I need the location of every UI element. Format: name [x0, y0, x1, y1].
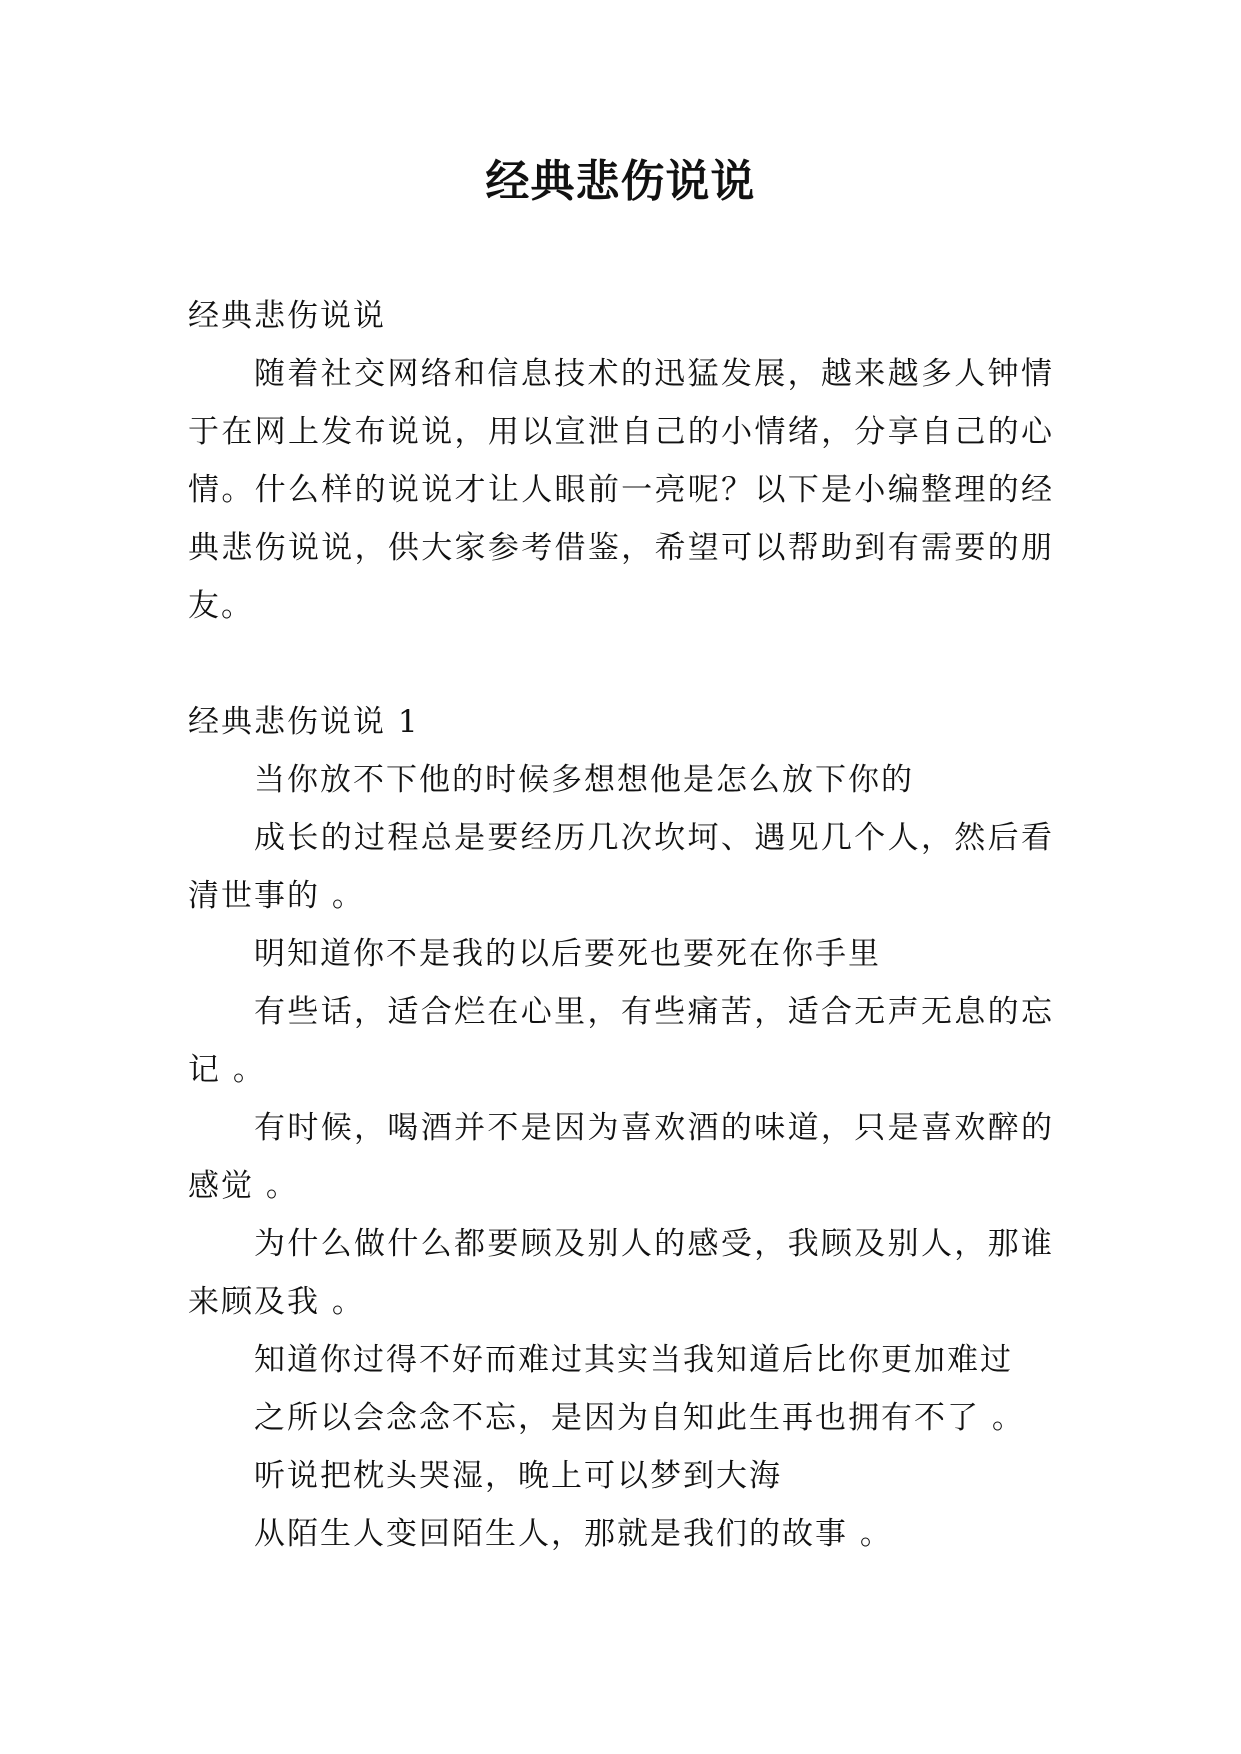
quote-line: 成长的过程总是要经历几次坎坷、遇见几个人，然后看清世事的 。	[188, 820, 1054, 914]
intro-paragraph: 随着社交网络和信息技术的迅猛发展，越来越多人钟情于在网上发布说说，用以宣泄自己的小情绪，分享自己的心情。什么样的说说才让人眼前一亮呢？以下是小编整理的经典悲伤说说，供大家参考借鉴，希望可以帮助到有需要的朋友。	[188, 356, 1054, 624]
intro-heading: 经典悲伤说说	[188, 298, 386, 334]
document-body	[188, 287, 1054, 1563]
quote-line: 有些话，适合烂在心里，有些痛苦，适合无声无息的忘记 。	[188, 994, 1054, 1088]
section-spacer	[188, 635, 1054, 693]
quote-line: 明知道你不是我的以后要死也要死在你手里	[254, 936, 881, 972]
quote-line: 知道你过得不好而难过其实当我知道后比你更加难过	[254, 1342, 1013, 1378]
quote-line: 听说把枕头哭湿，晚上可以梦到大海	[254, 1458, 782, 1494]
quote-line: 之所以会念念不忘，是因为自知此生再也拥有不了 。	[254, 1400, 1025, 1436]
section-heading: 经典悲伤说说 1	[188, 704, 420, 740]
quote-line: 当你放不下他的时候多想想他是怎么放下你的	[254, 762, 914, 798]
quote-line: 为什么做什么都要顾及别人的感受，我顾及别人，那谁来顾及我 。	[188, 1226, 1054, 1320]
document-title: 经典悲伤说说	[485, 156, 756, 207]
quote-line: 有时候，喝酒并不是因为喜欢酒的味道，只是喜欢醉的感觉 。	[188, 1110, 1054, 1204]
quote-line: 从陌生人变回陌生人，那就是我们的故事 。	[254, 1516, 893, 1552]
